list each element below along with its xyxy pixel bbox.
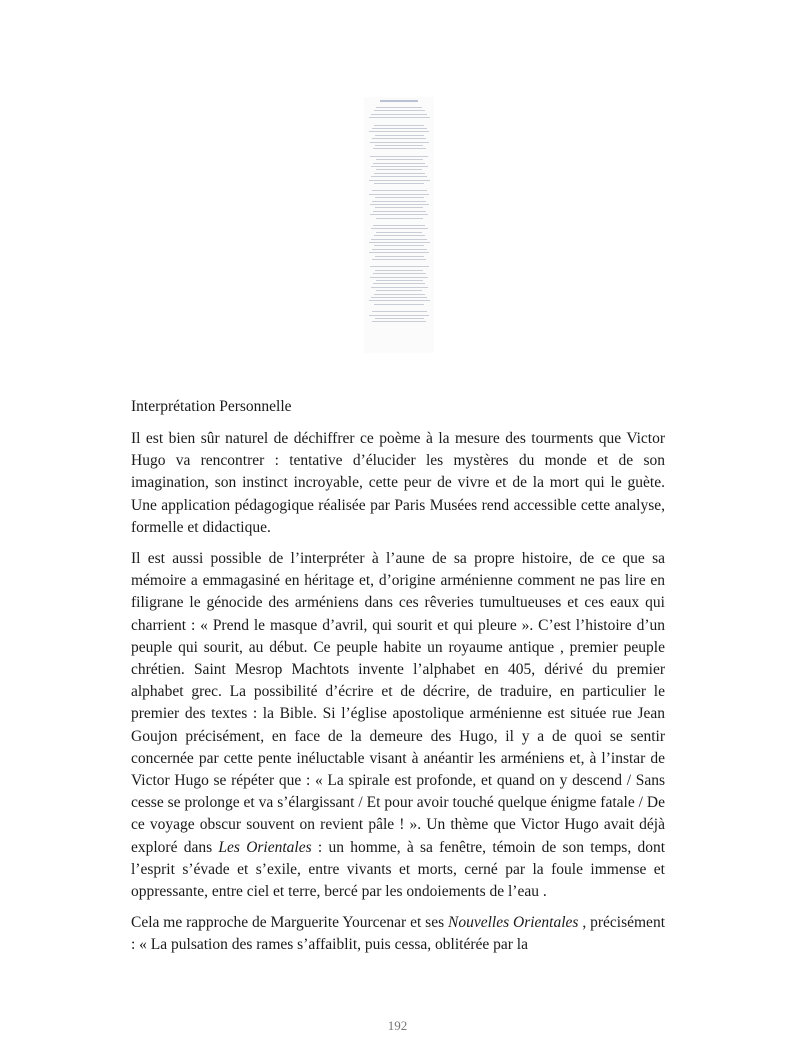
poem-thumbnail-title xyxy=(380,100,418,102)
poem-thumbnail-line xyxy=(372,138,426,139)
poem-thumbnail-line xyxy=(373,283,425,284)
paragraph-3 xyxy=(131,912,665,956)
poem-thumbnail-line xyxy=(369,242,430,243)
poem-thumbnail-line xyxy=(369,180,430,181)
poem-thumbnail-line xyxy=(372,311,427,312)
poem-thumbnail-line xyxy=(370,214,428,215)
poem-thumbnail-line xyxy=(371,176,427,177)
poem-thumbnail-line xyxy=(376,218,423,219)
poem-thumbnail-line xyxy=(371,114,427,115)
poem-thumbnail-line xyxy=(371,166,428,167)
poem-thumbnail-line xyxy=(376,280,423,281)
poem-thumbnail-line xyxy=(374,294,425,295)
poem-thumbnail-line xyxy=(369,300,430,301)
poem-thumbnail-line xyxy=(374,245,424,246)
poem-thumbnail-line xyxy=(375,256,424,257)
poem-thumbnail-line xyxy=(369,131,429,132)
paragraph-3-text: Cela me rapproche de Marguerite Yourcenar et ses xyxy=(131,914,445,932)
book-title-nouvelles-orientales: Nouvelles Orientales xyxy=(448,914,579,932)
poem-thumbnail-line xyxy=(369,117,430,118)
poem-thumbnail-line xyxy=(373,163,425,164)
poem-thumbnail-line xyxy=(370,156,428,157)
poem-thumbnail-line xyxy=(375,270,423,271)
poem-thumbnail-line xyxy=(374,125,424,126)
poem-thumbnail-line xyxy=(372,128,427,129)
poem-thumbnail-line xyxy=(372,259,426,260)
poem-thumbnail-line xyxy=(371,239,427,240)
poem-thumbnail-line xyxy=(369,252,429,253)
poem-thumbnail-line xyxy=(372,201,426,202)
poem-thumbnail-line xyxy=(372,321,426,322)
poem-thumbnail-line xyxy=(374,173,425,174)
paragraph-2-text: Il est aussi possible de l’interpréter à l’aune de sa propre histoire, de ce que sa mémoire a emmagasiné en héritage et, d’origine arménienne comment ne pas lire en filigrane le génocide des arméniens dans ces rêveries tumultueuses et ces eaux qui charrient : « Prend le masque d’avril, qui sourit et qui pleure ». C’est l’histoire d’un peuple qui sourit, au début. Ce peuple habite un royaume antique , premier peuple chrétien. Saint Mesrop Machtots invente l’alphabet en 405, dérivé du premier alphabet grec. La possibilité d’écrire et de décrire, de traduire, en particulier le premier des textes : la Bible. Si l’église apostolique arménienne est située rue Jean Goujon précisément, en face de la demeure des Hugo, il y a de quoi se sentir concernée par cette pente inéluctable visant à anéantir les arméniens et, à l’instar de Victor Hugo se répéter que : « La spirale est profonde, et quand on y descend / Sans cesse se prolonge et va s’élargissant / Et pour avoir touché quelque énigme fatale / De ce voyage obscur souvent on revient pâle ! ». Un thème que Victor Hugo avait déjà exploré dans xyxy=(131,550,665,856)
poem-thumbnail-line xyxy=(375,145,423,146)
poem-thumbnail-line xyxy=(370,204,429,205)
poem-thumbnail-line xyxy=(370,142,429,143)
poem-thumbnail-line xyxy=(371,287,428,288)
poem-thumbnail-line xyxy=(370,277,428,278)
poem-thumbnail-line xyxy=(373,211,426,212)
poem-thumbnail-line xyxy=(373,273,426,274)
poem-thumbnail-line xyxy=(370,266,429,267)
poem-thumbnail-line xyxy=(374,304,424,305)
poem-thumbnail-line xyxy=(372,190,427,191)
paragraph-3-continued: , précisément : « La pulsation des rames s’affaiblit, puis cessa, oblitérée par la xyxy=(131,914,665,954)
poem-thumbnail-line xyxy=(372,249,427,250)
poem-thumbnail-line xyxy=(375,197,424,198)
paragraph-1: Il est bien sûr naturel de déchiffrer ce poème à la mesure des tourments que Victor Hugo va rencontrer : tentative d’élucider les mystères du monde et de son imagination, son instinct incroyable, cette peur de vivre et de la mort qui le guète. Une application pédagogique réalisée par Paris Musées rend accessible cette analyse, formelle et didactique. xyxy=(131,430,665,536)
poem-thumbnail-line xyxy=(374,235,425,236)
poem-thumbnail-line xyxy=(373,225,425,226)
poem-thumbnail-line xyxy=(376,159,423,160)
poem-thumbnail-line xyxy=(369,315,429,316)
section-title: Interprétation Personnelle xyxy=(131,398,292,415)
paragraph-2 xyxy=(131,548,665,903)
page-number: 192 xyxy=(387,1018,408,1033)
poem-thumbnail-line xyxy=(375,318,424,319)
book-title-les-orientales: Les Orientales xyxy=(218,838,312,856)
poem-page-thumbnail xyxy=(364,97,434,353)
poem-thumbnail-line xyxy=(376,290,422,291)
poem-thumbnail-line xyxy=(374,183,424,184)
poem-thumbnail-line xyxy=(376,169,422,170)
poem-thumbnail-line xyxy=(375,207,423,208)
poem-thumbnail-line xyxy=(374,110,425,111)
poem-thumbnail-line xyxy=(376,107,422,108)
poem-thumbnail-line xyxy=(375,135,424,136)
poem-thumbnail-line xyxy=(369,194,429,195)
poem-thumbnail-line xyxy=(371,297,427,298)
poem-thumbnail-line xyxy=(371,228,428,229)
poem-thumbnail-line xyxy=(376,232,422,233)
document-body xyxy=(131,396,665,966)
poem-thumbnail-line xyxy=(373,148,426,149)
paragraph-2-continued: : un homme, à sa fenêtre, témoin de son temps, dont l’esprit s’évade et s’exile, entre vivants et morts, cerné par la foule immense et oppressante, entre ciel et terre, bercé par les ondoiements de l’eau . xyxy=(131,838,666,901)
